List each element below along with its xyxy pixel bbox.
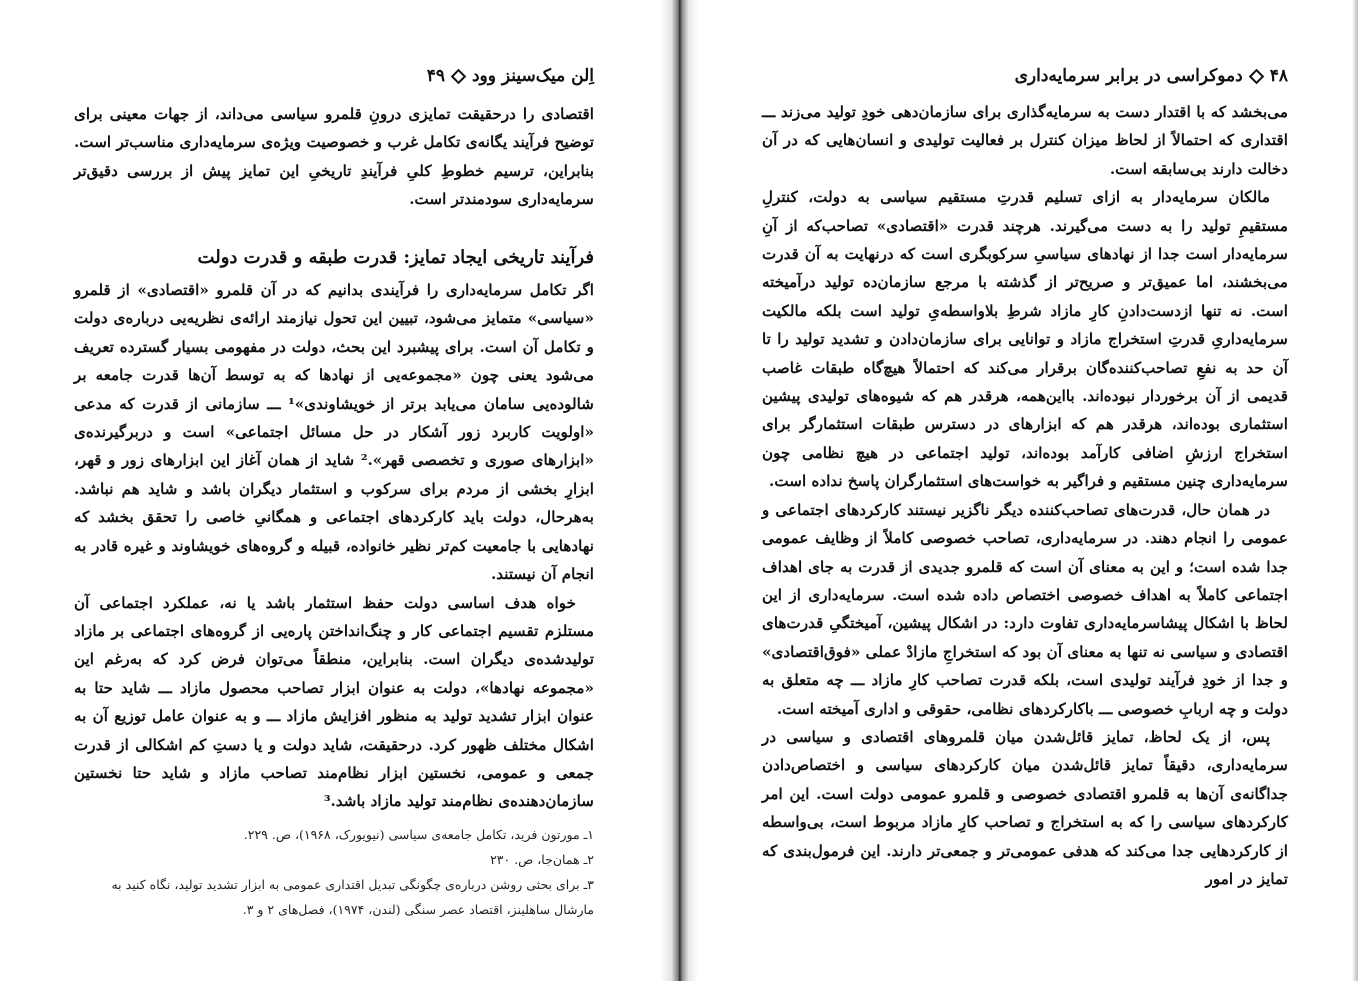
- running-header-author: اِلن میک‌سینز وود: [471, 66, 594, 86]
- footnote: ۲ـ همان‌جا، ص. ۲۳۰: [490, 852, 594, 867]
- running-header-right: [1015, 62, 1288, 90]
- page-number-right: ۴۸: [1269, 66, 1288, 86]
- page-body-right: [762, 98, 1288, 893]
- paragraph: پس، از یک لحاظ، تمایز قائل‌شدن میان قلمروهای اقتصادی و سیاسی در سرمایه‌داری، دقیقاً تمایز قائل‌شدن میان کارکردهای سیاسی و اختصاص‌دادن جداگانه‌ی آن‌ها به قلمرو اقتصادی خصوصی و قلمرو عمومی دولت است. این امر کارکردهای سیاسی را که به استخراج و تصاحب کارِ مازاد مربوط است، بی‌واسطه از کارکردهایی جدا می‌کند که هدفی عمومی‌تر و جمعی‌تر دارند. این فرمول‌بندی که تمایز در امور: [762, 727, 1288, 888]
- diamond-icon: [451, 68, 467, 84]
- paragraph: در همان حال، قدرت‌های تصاحب‌کننده دیگر ناگزیر نیستند کارکردهای اجتماعی و عمومی را انجام دهند. در سرمایه‌داری، تصاحب خصوصی کاملاً از وظایف عمومی جدا شده است؛ و این به معنای آن است که قلمرو جدیدی از قدرت به جای اهداف اجتماعی کاملاً به اهداف خصوصی اختصاص داده شده است. سرمایه‌داری از این لحاظ با اشکال پیشاسرمایه‌داری تفاوت دارد: در اشکال پیشین، آمیختگیِ قدرت‌های اقتصادی و سیاسی نه تنها به معنای آن بود که استخراجِ مازادْ عملی «فوق‌اقتصادی» و جدا از خودِ فرآیند تولیدی است، بلکه قدرت تصاحب کارِ مازاد ـــ چه متعلق به دولت و چه اربابِ خصوصی ـــ باکارکردهای نظامی، حقوقی و اداری آمیخته است.: [762, 500, 1288, 718]
- diamond-icon: [1248, 68, 1264, 84]
- page-left: [0, 0, 672, 981]
- paragraph: اگر تکامل سرمایه‌داری را فرآیندی بدانیم که در آن قلمرو «اقتصادی» از قلمرو «سیاسی» متمایز می‌شود، تبیین این تحول نیازمند ارائه‌ی نظریه‌یی درباره‌ی دولت و تکامل آن است. برای پیشبرد این بحث، دولت در مفهومی بسیار گسترده تعریف می‌شود یعنی چون «مجموعه‌یی از نهادها که به توسط آن‌ها قدرت جامعه بر شالوده‌یی سامان می‌یابد برتر از خویشاوندی»¹ ـــ سازمانی از قدرت که مدعی «اولویت کاربرد زور آشکار در حل مسائل اجتماعی» است و دربرگیرنده‌ی «ابزارهای صوری و تخصصی قهر».² شاید از همان آغاز این ابزارهای زور و قهر، ابزارِ بخشی از مردم برای سرکوب و استثمار دیگران باشد و شاید هم نباشد. به‌هرحال، دولت باید کارکردهای اجتماعی و همگانیِ خاصی را تحقق بخشد که نهادهایی با جامعیت کم‌تر نظیر خانواده، قبیله و گروه‌های خویشاوند و غیره قادر به انجام آن نیستند.: [74, 281, 594, 584]
- page-right: [686, 0, 1358, 981]
- paragraph: اقتصادی را درحقیقت تمایزی درونِ قلمرو سیاسی می‌داند، از جهات معینی برای توضیح فرآیند یگانه‌ی تکامل غرب و خصوصیت ویژه‌ی سرمایه‌داری مناسب‌تر است. بنابراین، ترسیم خطوطِ کلیِ فرآیندِ تاریخیِ این تمایز پیش از بررسی دقیق‌تر سرمایه‌داری سودمندتر است.: [74, 105, 594, 209]
- footnote: ۳ـ برای بحثی روشن درباره‌ی چگونگی تبدیل اقتداری عمومی به ابزار تشدید تولید، نگاه کنید به مارشال ساهلینز، اقتصاد عصر سنگی (لندن، ۱۹۷۴)، فصل‌های ۲ و ۳.: [111, 877, 594, 917]
- page-number-left: ۴۹: [426, 66, 445, 86]
- paragraph: می‌بخشد که با اقتدار دست به سرمایه‌گذاری برای سازمان‌دهی خودِ تولید می‌زند ـــ اقتداری که احتمالاً از لحاظ میزان کنترل بر فعالیت تولیدی و انسان‌هایی که در آن دخالت دارند بی‌سابقه است.: [762, 103, 1288, 178]
- footnote: ۱ـ مورتون فرید، تکامل جامعه‌ی سیاسی (نیویورک، ۱۹۶۸)، ص. ۲۲۹.: [243, 827, 594, 842]
- running-header-title: دموکراسی در برابر سرمایه‌داری: [1014, 66, 1243, 86]
- footnotes: [74, 822, 594, 922]
- page-body-left: [74, 100, 594, 816]
- paragraph: خواه هدف اساسی دولت حفظ استثمار باشد یا نه، عملکرد اجتماعی آن مستلزم تقسیم اجتماعی کار و چنگ‌انداختن پاره‌یی از گروه‌های اجتماعی بر مازاد تولیدشده‌ی دیگران است. بنابراین، منطقاً می‌توان فرض کرد که به‌رغم این «مجموعه نهادها»، دولت به عنوان ابزار تصاحب محصول مازاد ـــ شاید حتا به عنوان ابزار تشدید تولید به منظور افزایش مازاد ـــ و به عنوان عامل توزیع آن به اشکال مختلف ظهور کرد. درحقیقت، شاید دولت و یا دستِ کم اشکالی از قدرت جمعی و عمومی، نخستین ابزار نظام‌مند تصاحب مازاد و شاید حتا نخستین سازمان‌دهنده‌ی نظام‌مند تولید مازاد باشد.³: [74, 593, 594, 811]
- running-header-left: [427, 62, 594, 90]
- page-edge: [1352, 0, 1358, 981]
- section-heading: فرآیند تاریخی ایجاد تمایز: قدرت طبقه و قدرت دولت: [197, 246, 594, 268]
- paragraph: مالکان سرمایه‌دار به ازای تسلیم قدرتِ مستقیم سیاسی به دولت، کنترلِ مستقیمِ تولید را به دست می‌گیرند. هرچند قدرت «اقتصادی» تصاحب‌که از آنِ سرمایه‌دار است جدا از نهادهای سیاسیِ سرکوبگری است که درنهایت به آن قدرت می‌بخشند، اما عمیق‌تر و صریح‌تر از گذشته با مرجع سازمان‌ده تولید درآمیخته است. نه تنها ازدست‌دادنِ کارِ مازاد شرطِ بلاواسطه‌یِ تولید است بلکه مالکیت سرمایه‌داریِ قدرتِ استخراج مازاد و توانایی برای سازمان‌دادن و تشدید تولید را تا آن حد به نفعِ تصاحب‌کننده‌گان برقرار می‌کند که احتمالاً هیچ‌گاه طبقات غاصب قدیمی از آن برخوردار نبوده‌اند. بااین‌همه، هرقدر هم که شیوه‌های تولیدی پیشین استثماری بوده‌اند، هرقدر هم که ابزارهای در دسترس طبقات استثمارگر برای استخراج ارزشِ اضافی کارآمد بوده‌اند، تولید اجتماعی در هیچ نظامی چون سرمایه‌داری چنین مستقیم و فراگیر به خواست‌های استثمارگران پاسخ نداده است.: [762, 188, 1288, 491]
